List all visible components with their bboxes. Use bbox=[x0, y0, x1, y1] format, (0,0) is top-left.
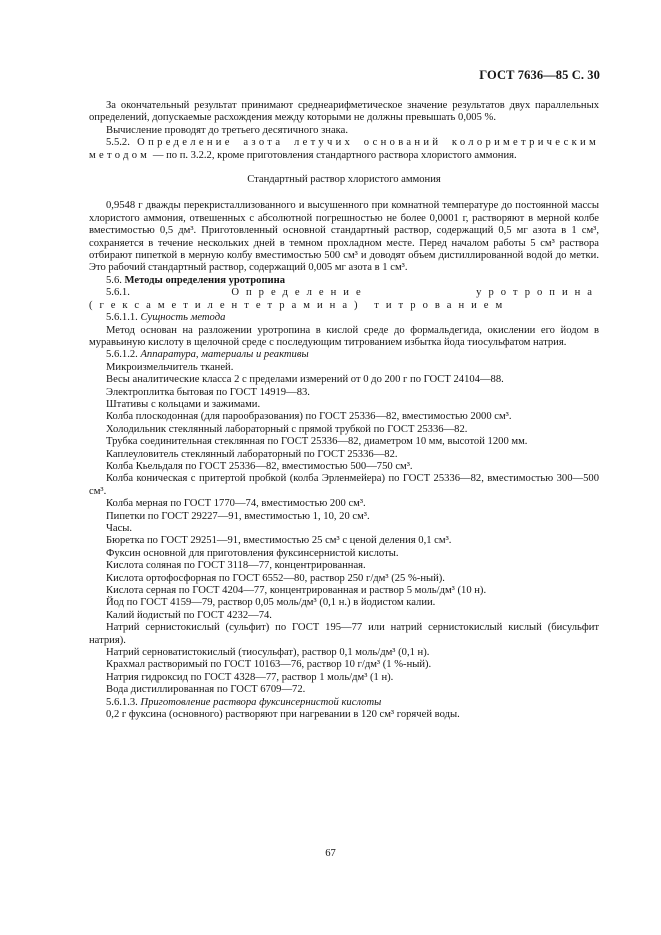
section-5-6-1-2 bbox=[89, 349, 599, 361]
equipment-item: Кислота ортофосфорная по ГОСТ 6552—80, раствор 250 г/дм³ (25 %-ный). bbox=[106, 572, 445, 584]
equipment-item: Холодильник стеклянный лабораторный с прямой трубкой по ГОСТ 25336—82. bbox=[106, 423, 468, 435]
equipment-item: Бюретка по ГОСТ 29251—91, вместимостью 25 см³ с ценой деления 0,1 см³. bbox=[106, 535, 452, 547]
equipment-item: Кислота соляная по ГОСТ 3118—77, концентрированная. bbox=[106, 560, 366, 572]
paragraph-essence: Метод основан на разложении уротропина в кислой среде до формальдегида, окислении его йодом в муравьиную кислоту в щелочной среде с последующим титрованием избытка йода тиосульфатом натрия. bbox=[89, 324, 599, 348]
equipment-item: Микроизмельчитель тканей. bbox=[106, 361, 234, 373]
equipment-item: Натрия гидроксид по ГОСТ 4328—77, раствор 1 моль/дм³ (1 н). bbox=[106, 671, 394, 683]
equipment-item: Фуксин основной для приготовления фуксинсернистой кислоты. bbox=[106, 547, 399, 559]
equipment-item: Трубка соединительная стеклянная по ГОСТ 25336—82, диаметром 10 мм, высотой 1200 мм. bbox=[106, 436, 528, 448]
section-heading: Приготовление раствора фуксинсернистой кислоты bbox=[140, 696, 382, 708]
section-5-5-2 bbox=[89, 137, 599, 162]
page-header: ГОСТ 7636—85 С. 30 bbox=[479, 68, 600, 82]
equipment-item: Йод по ГОСТ 4159—79, раствор 0,05 моль/дм³ (0,1 н.) в йодистом калии. bbox=[106, 597, 436, 609]
equipment-item: Пипетки по ГОСТ 29227—91, вместимостью 1, 10, 20 см³. bbox=[106, 510, 370, 522]
equipment-item: Весы аналитические класса 2 с пределами измерений от 0 до 200 г по ГОСТ 24104—88. bbox=[106, 374, 504, 386]
equipment-item: Часы. bbox=[106, 523, 133, 534]
equipment-item: Вода дистиллированная по ГОСТ 6709—72. bbox=[106, 684, 306, 696]
equipment-item: Натрий серноватистокислый (тиосульфат), раствор 0,1 моль/дм³ (0,1 н). bbox=[106, 647, 430, 659]
method-name: Определение уротропина (гексаметилентетрамина) титрованием bbox=[89, 287, 599, 311]
section-number: 5.6.1.2. bbox=[106, 349, 141, 361]
section-number: 5.6.1.3. bbox=[106, 696, 141, 708]
equipment-item: Колба Кьельдаля по ГОСТ 25336—82, вместимостью 500—750 см³. bbox=[106, 460, 413, 472]
equipment-item: Колба коническая с притертой пробкой (колба Эрленмейера) по ГОСТ 25336—82, вместимостью 300—500 см³. bbox=[89, 473, 599, 497]
equipment-item: Колба плоскодонная (для парообразования) по ГОСТ 25336—82, вместимостью 2000 см³. bbox=[106, 411, 512, 423]
section-5-6-1-1 bbox=[89, 312, 599, 324]
section-heading: Сущность метода bbox=[140, 312, 226, 324]
equipment-item: Колба мерная по ГОСТ 1770—74, вместимостью 200 см³. bbox=[106, 498, 366, 510]
equipment-item: Кислота серная по ГОСТ 4204—77, концентрированная и раствор 5 моль/дм³ (10 н). bbox=[106, 585, 487, 597]
section-number: 5.6. bbox=[106, 274, 125, 286]
section-5-6 bbox=[89, 275, 599, 287]
equipment-item: Штативы с кольцами и зажимами. bbox=[106, 398, 261, 410]
equipment-item: Каплеуловитель стеклянный лабораторный по ГОСТ 25336—82. bbox=[106, 448, 398, 460]
section-number: 5.5.2. bbox=[106, 137, 138, 149]
method-name: Определение азота летучих оснований колориметрическим методом bbox=[89, 137, 599, 161]
section-text: — по п. 3.2.2, кроме приготовления стандартного раствора хлористого аммония. bbox=[150, 149, 517, 161]
equipment-item: Калий йодистый по ГОСТ 4232—74. bbox=[106, 609, 272, 621]
page-number: 67 bbox=[325, 848, 336, 859]
equipment-item: Электроплитка бытовая по ГОСТ 14919—83. bbox=[106, 386, 310, 398]
paragraph-calculation: Вычисление проводят до третьего десятичного знака. bbox=[106, 124, 349, 136]
paragraph-final-result: За окончательный результат принимают среднеарифметическое значение результатов двух параллельных определений, допускаемые расхождения между которыми не должны превышать 0,005 %. bbox=[89, 100, 599, 124]
paragraph-fuchsin: 0,2 г фуксина (основного) растворяют при нагревании в 120 см³ горячей воды. bbox=[106, 709, 460, 721]
document-body bbox=[89, 100, 599, 722]
section-number: 5.6.1.1. bbox=[106, 312, 141, 324]
section-5-6-1-3 bbox=[89, 697, 599, 709]
section-title: Стандартный раствор хлористого аммония bbox=[247, 174, 441, 186]
equipment-item: Крахмал растворимый по ГОСТ 10163—76, раствор 10 г/дм³ (1 %-ный). bbox=[106, 659, 432, 671]
paragraph-standard-solution: 0,9548 г дважды перекристаллизованного и высушенного при комнатной температуре до постоянной массы хлористого аммония, отвешенных с абсолютной погрешностью не более 0,0001 г, растворяют в мерной колбе вместимостью 0,5 дм³. Приготовленный основной стандартный раствор, содержащий 0,5 мг азота в 1 см³, сохраняется в течение нескольких дней в темном прохладном месте. Перед началом работы 5 см³ раствора отбирают пипеткой в мерную колбу вместимостью 500 см³ и доводят объем дистиллированной водой до метки. Это рабочий стандартный раствор, содержащий 0,005 мг азота в 1 см³. bbox=[89, 200, 599, 274]
section-number: 5.6.1. bbox=[106, 287, 232, 299]
section-heading: Методы определения уротропина bbox=[124, 274, 286, 286]
equipment-item: Натрий сернистокислый (сульфит) по ГОСТ 195—77 или натрий сернистокислый кислый (бисульфит натрия). bbox=[89, 622, 599, 646]
section-heading: Аппаратура, материалы и реактивы bbox=[140, 349, 309, 361]
section-5-6-1 bbox=[89, 287, 599, 312]
